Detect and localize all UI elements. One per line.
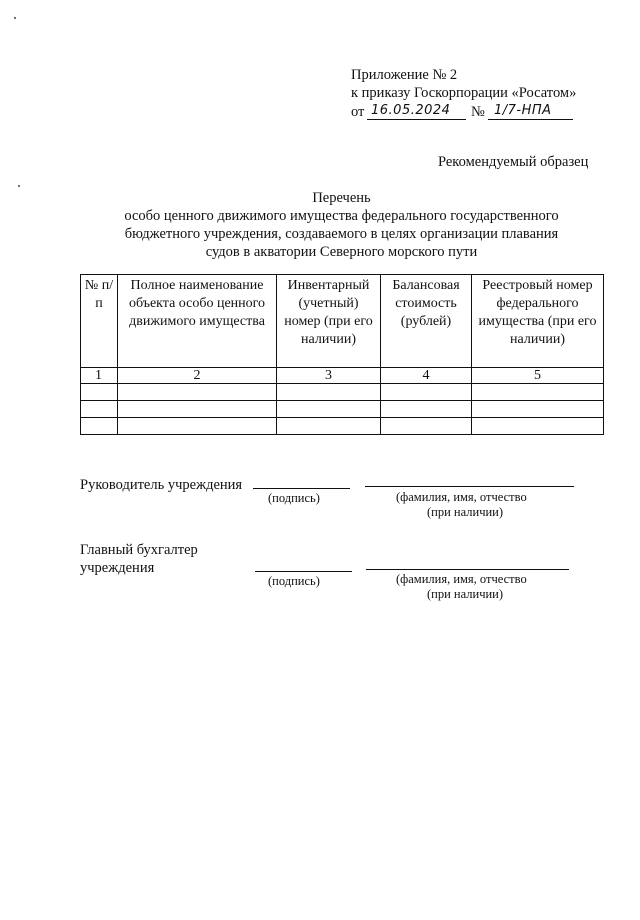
doc-title-line-2: особо ценного движимого имущества федерального государственного (124, 208, 559, 224)
order-number-underline (488, 119, 573, 120)
column-number: 5 (472, 368, 604, 384)
table-number-row (81, 368, 604, 384)
head-name-line (365, 486, 574, 487)
doc-title: Перечень (312, 190, 371, 206)
table-row (81, 401, 604, 418)
accountant-signature-label: Главный бухгалтер (80, 542, 198, 558)
property-table (80, 274, 604, 435)
table-row (81, 384, 604, 401)
header-cell-name: Полное наименование объекта особо ценного движимого имущества (118, 275, 277, 368)
header-cell-inventory: Инвентарный (учетный) номер (при его наличии) (277, 275, 381, 368)
recommended-sample: Рекомендуемый образец (438, 154, 589, 170)
accountant-name-caption: (фамилия, имя, отчество (396, 572, 527, 586)
order-from-label: от (351, 104, 365, 120)
accountant-signature-label-2: учреждения (80, 560, 155, 576)
scan-speck (18, 185, 20, 187)
doc-title-line-3: бюджетного учреждения, создаваемого в целях организации плавания (124, 226, 559, 242)
appendix-title: Приложение № 2 (351, 67, 458, 83)
order-number: 1/7-НПА (494, 103, 552, 118)
column-number: 4 (381, 368, 472, 384)
head-signature-line (253, 488, 350, 489)
table-header-row (81, 275, 604, 368)
table-row (81, 418, 604, 435)
doc-title-line-4: судов в акватории Северного морского пути (205, 244, 478, 260)
head-signature-label: Руководитель учреждения (80, 477, 243, 493)
column-number: 3 (277, 368, 381, 384)
column-number: 1 (81, 368, 118, 384)
accountant-name-line (366, 569, 569, 570)
accountant-signature-caption: (подпись) (268, 574, 320, 588)
column-number: 2 (118, 368, 277, 384)
order-date: 16.05.2024 (371, 103, 451, 118)
order-date-underline (367, 119, 466, 120)
scan-speck (14, 17, 16, 19)
accountant-name-caption-note: (при наличии) (427, 587, 504, 601)
head-name-caption: (фамилия, имя, отчество (396, 490, 527, 504)
head-signature-caption: (подпись) (268, 491, 320, 505)
head-name-caption-note: (при наличии) (427, 505, 504, 519)
accountant-signature-line (255, 571, 352, 572)
order-number-label: № (471, 104, 485, 120)
header-cell-balance: Балансовая стоимость (рублей) (381, 275, 472, 368)
header-cell-registry: Реестровый номер федерального имущества (при его наличии) (472, 275, 604, 368)
header-cell-number: № п/п (81, 275, 118, 368)
appendix-order-ref: к приказу Госкорпорации «Росатом» (351, 85, 577, 101)
